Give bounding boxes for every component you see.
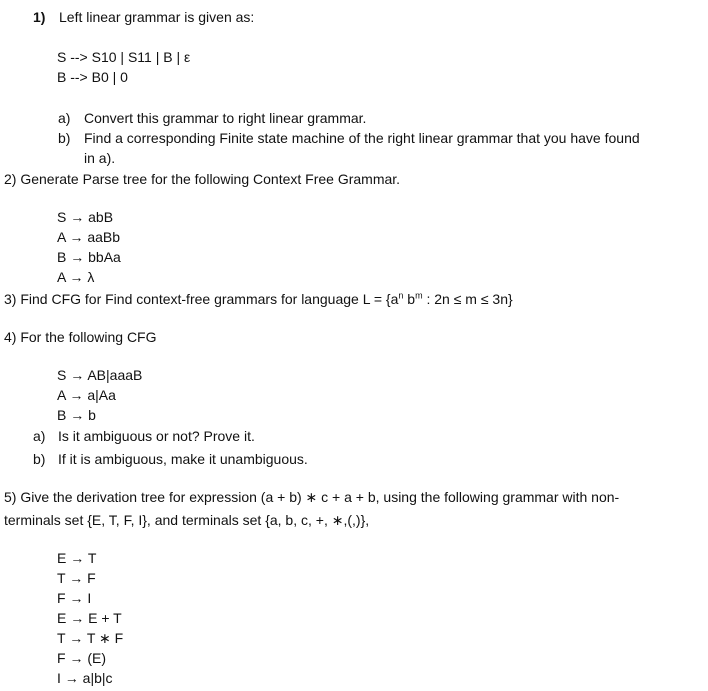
q1-part-text-continued: in a). (84, 150, 116, 166)
q1-number: 1) (33, 9, 46, 25)
q1-part-text: Convert this grammar to right linear grammar. (84, 110, 367, 126)
q5-rule: F → I (57, 590, 92, 606)
q4-part-text: Is it ambiguous or not? Prove it. (58, 428, 255, 444)
q2-rule: A → aaBb (57, 229, 121, 245)
q2-rule: A → λ (57, 269, 95, 285)
q3-prefix: 3) Find CFG for Find context-free grammars for language L = {a (4, 291, 399, 307)
q5-rule: E → T (57, 550, 97, 566)
q5-rule: T → T ∗ F (57, 630, 124, 646)
q5-rule: I → a|b|c (57, 670, 113, 686)
q4-rule: B → b (57, 407, 96, 423)
q1-rule: B --> B0 | 0 (57, 69, 128, 85)
q5-rule: F → (E) (57, 650, 106, 666)
q5-line1: 5) Give the derivation tree for expression (a + b) ∗ c + a + b, using the following grammar with non- (4, 489, 620, 505)
q1-part-label: a) (58, 110, 71, 126)
q1-part-label: b) (58, 130, 71, 146)
q2-rule: B → bbAa (57, 249, 121, 265)
q4-rule: S → AB|aaaB (57, 367, 143, 383)
q5-line2: terminals set {E, T, F, I}, and terminals set {a, b, c, +, ∗,(,)}, (4, 512, 370, 528)
q4-part-label: a) (33, 428, 46, 444)
q3-mid: b (403, 291, 416, 307)
q3-suffix: : 2n ≤ m ≤ 3n} (422, 291, 513, 307)
q2-rule: S → abB (57, 209, 114, 225)
q3-text (4, 291, 513, 308)
q1-rule: S --> S10 | S11 | B | ε (57, 49, 191, 65)
q1-title: Left linear grammar is given as: (59, 9, 255, 25)
q4-title: 4) For the following CFG (4, 329, 157, 345)
q1-part-text: Find a corresponding Finite state machine of the right linear grammar that you have found (84, 130, 640, 146)
q3-exponent-n: n (398, 290, 404, 301)
q2-title: 2) Generate Parse tree for the following Context Free Grammar. (4, 171, 401, 187)
q4-rule: A → a|Aa (57, 387, 116, 403)
q5-rule: T → F (57, 570, 96, 586)
q3-exponent-m: m (415, 290, 423, 301)
q4-part-label: b) (33, 451, 46, 467)
q4-part-text: If it is ambiguous, make it unambiguous. (58, 451, 308, 467)
q5-rule: E → E + T (57, 610, 122, 626)
